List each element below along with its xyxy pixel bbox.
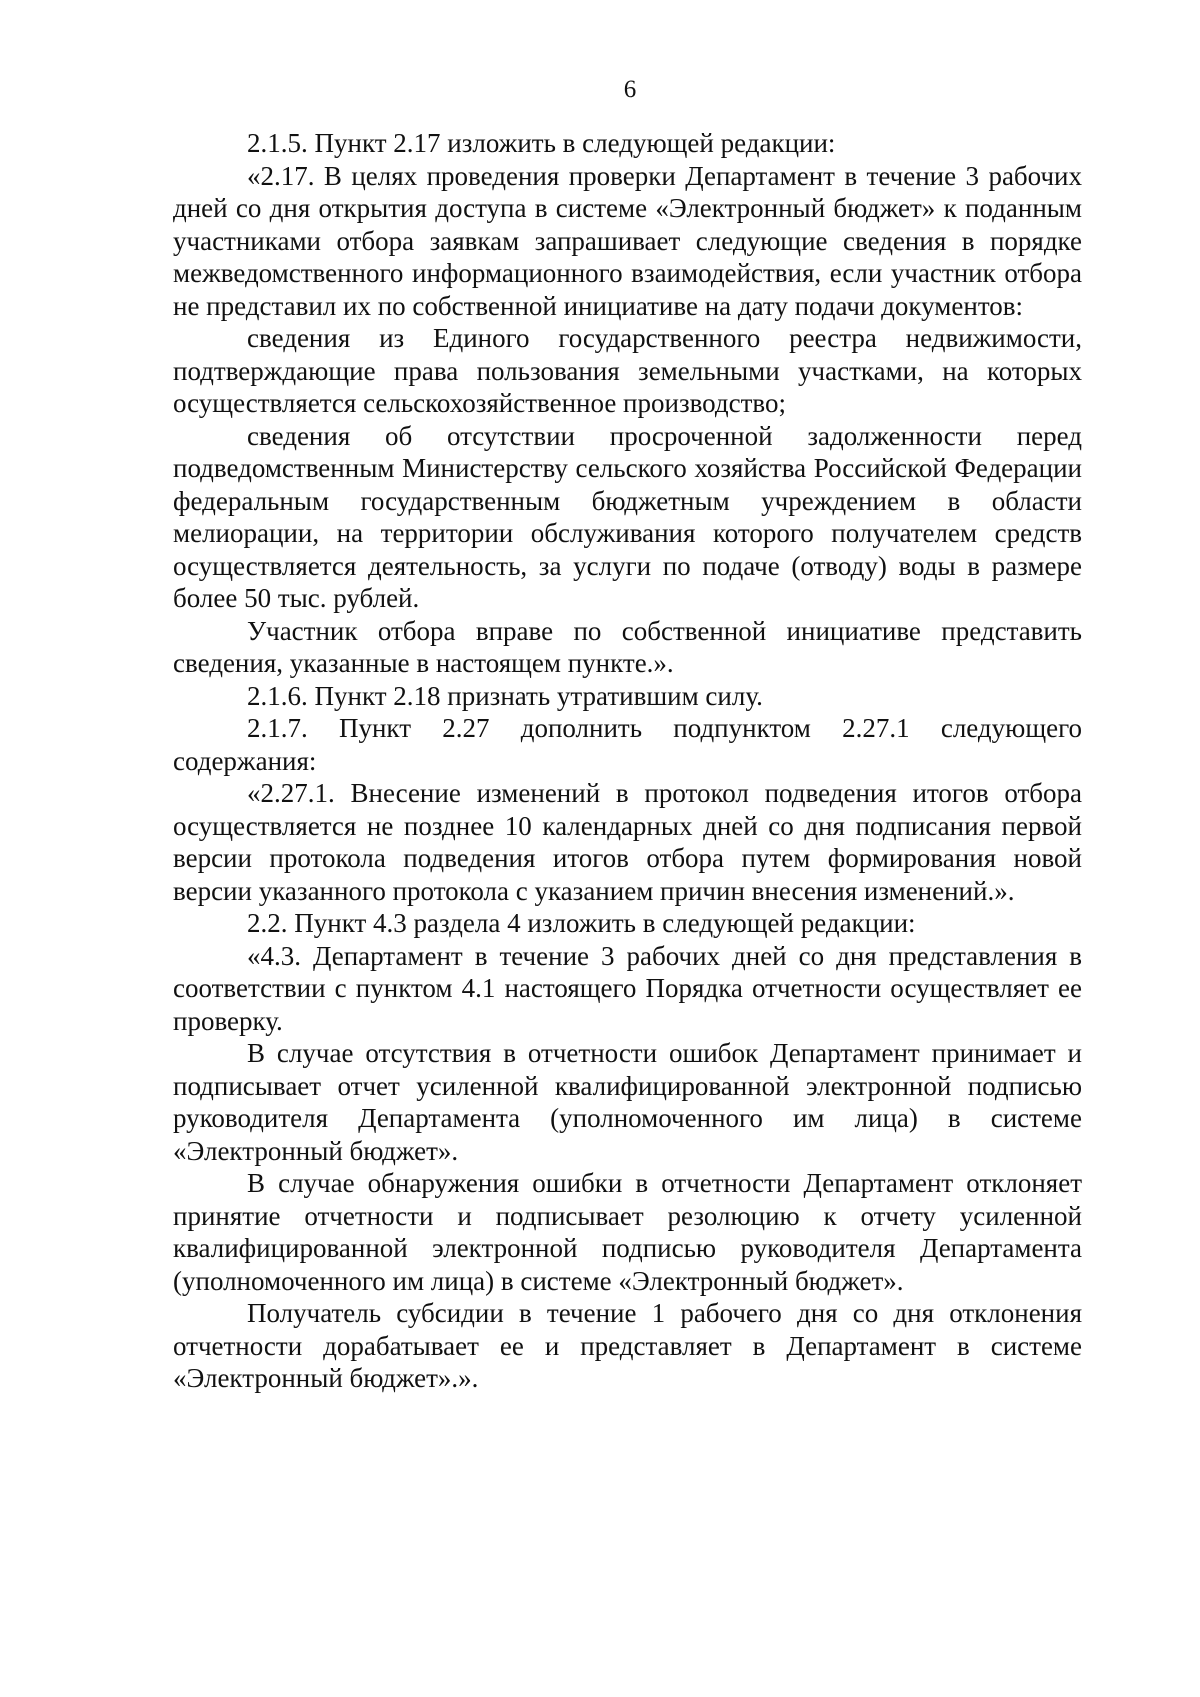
paragraph-2-2: 2.2. Пункт 4.3 раздела 4 изложить в следующей редакции:: [247, 908, 916, 938]
paragraph-4-3: «4.3. Департамент в течение 3 рабочих дней со дня представления в соответствии с пунктом 4.1 настоящего Порядка отчетности осуществляет ее проверку.: [173, 940, 1082, 1036]
paragraph-no-errors: В случае отсутствия в отчетности ошибок Департамент принимает и подписывает отчет усиленной квалифицированной электронной подписью руководителя Департамента (уполномоченного им лица) в системе «Электронный бюджет».: [173, 1038, 1082, 1166]
paragraph-recipient-rework: Получатель субсидии в течение 1 рабочего дня со дня отклонения отчетности дорабатывает ее и представляет в Департамент в системе «Электронный бюджет».».: [173, 1298, 1082, 1393]
paragraph-2-1-5: 2.1.5. Пункт 2.17 изложить в следующей редакции:: [247, 128, 836, 158]
paragraph-2-1-6: 2.1.6. Пункт 2.18 признать утратившим силу.: [247, 680, 763, 711]
paragraph-participant-right: Участник отбора вправе по собственной инициативе представить сведения, указанные в настоящем пункте.».: [173, 615, 1082, 678]
paragraph-errors-found: В случае обнаружения ошибки в отчетности Департамент отклоняет принятие отчетности и подписывает резолюцию к отчету усиленной квалифицированной электронной подписью руководителя Департамента (уполномоченного им лица) в системе «Электронный бюджет».: [173, 1168, 1082, 1296]
paragraph-2-1-7: 2.1.7. Пункт 2.27 дополнить подпунктом 2.27.1 следующего содержания:: [173, 713, 1082, 776]
paragraph-2-17: «2.17. В целях проведения проверки Департамент в течение 3 рабочих дней со дня открытия доступа в системе «Электронный бюджет» к поданным участниками отбора заявкам запрашивает следующие сведения в порядке межведомственного информационного взаимодействия, если участник отбора не представил их по собственной инициативе на дату подачи документов:: [173, 160, 1082, 321]
document-body: [173, 127, 1082, 1395]
page-number: 6: [623, 76, 637, 103]
paragraph-egrn-info: сведения из Единого государственного реестра недвижимости, подтверждающие права пользования земельными участками, на которых осуществляется сельскохозяйственное производство;: [173, 323, 1082, 418]
paragraph-2-27-1: «2.27.1. Внесение изменений в протокол подведения итогов отбора осуществляется не позднее 10 календарных дней со дня подписания первой версии протокола подведения итогов отбора путем формирования новой версии указанного протокола с указанием причин внесения изменений.».: [173, 778, 1082, 906]
paragraph-debt-info: сведения об отсутствии просроченной задолженности перед подведомственным Министерству сельского хозяйства Российской Федерации федеральным государственным бюджетным учреждением в области мелиорации, на территории обслуживания которого получателем средств осуществляется деятельность, за услуги по подаче (отводу) воды в размере более 50 тыс. рублей.: [173, 420, 1082, 613]
